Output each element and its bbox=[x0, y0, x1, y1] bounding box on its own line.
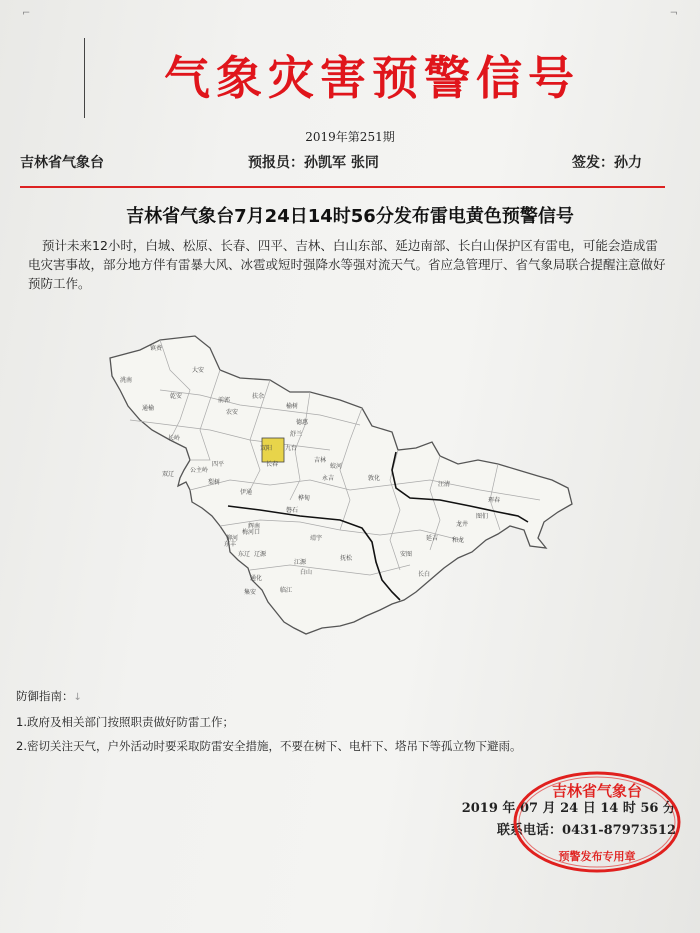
map-place-label: 图们 bbox=[476, 513, 489, 520]
map-place-label: 集安 bbox=[244, 589, 257, 596]
map-place-label: 磐石 bbox=[286, 507, 299, 514]
stamp-text-top: 吉林省气象台 bbox=[551, 782, 643, 800]
map-place-label: 双阳 bbox=[260, 445, 273, 452]
header-divider bbox=[20, 186, 665, 188]
map-place-label: 桦甸 bbox=[298, 495, 311, 502]
map-place-label: 德惠 bbox=[296, 419, 309, 426]
map-place-label: 和龙 bbox=[452, 537, 465, 544]
guide-item: 2.密切关注天气，户外活动时要采取防雷安全措施，不要在树下、电杆下、塔吊下等孤立物下避雨。 bbox=[16, 739, 522, 753]
corner-mark: ¬ bbox=[669, 8, 678, 19]
map-place-label: 九台 bbox=[285, 445, 298, 452]
map-place-label: 长岭 bbox=[168, 435, 181, 442]
guide-heading: 防御指南：↓ bbox=[16, 689, 82, 703]
map-place-label: 通化 bbox=[250, 575, 263, 582]
map-place-label: 双辽 bbox=[162, 471, 175, 478]
contact-phone: 联系电话：0431-87973512 bbox=[497, 823, 676, 838]
map-place-label: 柳河 bbox=[226, 535, 239, 542]
map-place-label: 江源 bbox=[294, 559, 307, 566]
map-place-label: 长春 bbox=[266, 461, 279, 468]
map-place-label: 永吉 bbox=[322, 475, 335, 482]
map-place-label: 长白 bbox=[418, 571, 431, 578]
official-seal bbox=[512, 770, 682, 874]
map-place-label: 大安 bbox=[192, 367, 205, 374]
warning-body: 预计未来12小时，白城、松原、长春、四平、吉林、白山东部、延边南部、长白山保护区有雷电，可能会造成雷电灾害事故，部分地方伴有雷暴大风、冰雹或短时强降水等强对流天气。省应急管理厅、省气象局联合提醒注意做好预防工作。 bbox=[28, 238, 666, 291]
margin-marker bbox=[84, 38, 85, 118]
document-title: 气象灾害预警信号 bbox=[164, 51, 580, 105]
map-place-label: 敦化 bbox=[368, 475, 381, 482]
map-place-label: 临江 bbox=[280, 587, 293, 594]
map-place-label: 榆树 bbox=[286, 403, 299, 410]
issuer: 签发：孙力 bbox=[572, 155, 642, 171]
map-place-label: 靖宇 bbox=[310, 535, 323, 542]
forecasters: 预报员：孙凯军 张同 bbox=[248, 155, 379, 171]
map-place-label: 东丰 bbox=[224, 541, 237, 548]
map-place-label: 洮南 bbox=[120, 377, 133, 384]
guide-item: 1.政府及相关部门按照职责做好防雷工作； bbox=[16, 715, 234, 729]
map-place-label: 农安 bbox=[226, 409, 239, 416]
map-place-label: 辉南 bbox=[248, 523, 261, 530]
map-place-label: 吉林 bbox=[314, 457, 327, 464]
map-place-label: 公主岭 bbox=[190, 467, 209, 474]
map-place-label: 安图 bbox=[400, 551, 413, 558]
map-place-label: 龙井 bbox=[456, 521, 469, 528]
map-place-label: 前郭 bbox=[218, 397, 231, 404]
warning-headline: 吉林省气象台7月24日14时56分发布雷电黄色预警信号 bbox=[126, 206, 574, 227]
map-place-label: 抚松 bbox=[340, 555, 353, 562]
map-place-label: 扶余 bbox=[252, 393, 265, 400]
issue-number: 2019年第251期 bbox=[305, 130, 395, 144]
map-place-label: 辽源 bbox=[254, 551, 267, 558]
map-place-label: 白山 bbox=[300, 569, 313, 576]
map-place-label: 梅河口 bbox=[242, 529, 261, 536]
map-place-label: 梨树 bbox=[208, 479, 221, 486]
jilin-province-map bbox=[100, 330, 580, 640]
defense-guide bbox=[16, 684, 521, 758]
map-place-label: 伊通 bbox=[240, 489, 253, 496]
stamp-text-bottom: 预警发布专用章 bbox=[558, 850, 636, 863]
map-place-label: 镇赉 bbox=[150, 345, 163, 352]
map-place-label: 蛟河 bbox=[330, 463, 343, 470]
map-place-label: 通榆 bbox=[142, 405, 155, 412]
province-outline bbox=[110, 336, 572, 634]
agency-name: 吉林省气象台 bbox=[20, 155, 104, 171]
issue-datetime: 2019 年 07 月 24 日 14 时 56 分 bbox=[461, 801, 676, 816]
corner-mark: ⌐ bbox=[22, 8, 31, 19]
map-place-label: 珲春 bbox=[488, 497, 501, 504]
map-place-label: 东辽 bbox=[238, 551, 251, 558]
map-place-label: 乾安 bbox=[170, 393, 183, 400]
map-place-label: 汪清 bbox=[438, 481, 451, 488]
map-place-label: 四平 bbox=[212, 461, 225, 468]
map-place-label: 延吉 bbox=[426, 535, 439, 542]
map-place-label: 舒兰 bbox=[290, 431, 303, 438]
